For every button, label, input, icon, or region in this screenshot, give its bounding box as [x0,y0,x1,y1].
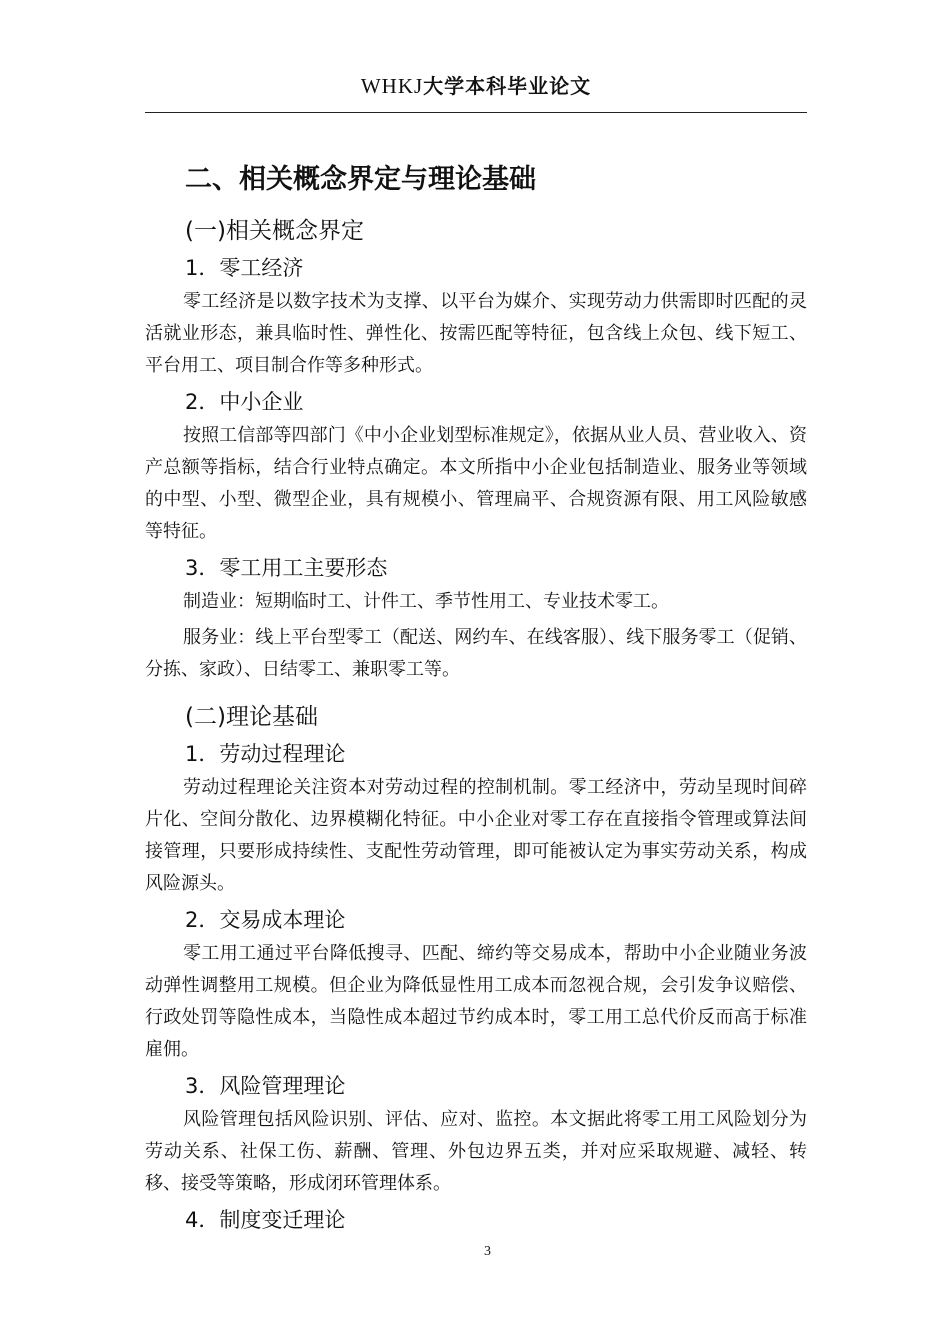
subsection-title-1-1: 1．零工经济 [185,256,304,280]
header-rule [145,112,807,113]
header-cn: 大学本科毕业论文 [423,74,592,98]
page-number: 3 [484,1244,491,1259]
paragraph-transaction-cost: 零工用工通过平台降低搜寻、匹配、缔约等交易成本，帮助中小企业随业务波动弹性调整用工规模。但企业为降低显性用工成本而忽视合规，会引发争议赔偿、行政处罚等隐性成本，当隐性成本超过节约成本时，零工用工总代价反而高于标准雇佣。 [145,943,807,1060]
section-title-1: (一)相关概念界定 [185,218,364,244]
subsection-title-2-2: 2．交易成本理论 [185,908,346,932]
paragraph-services: 服务业：线上平台型零工（配送、网约车、在线客服）、线下服务零工（促销、分拣、家政）、日结零工、兼职零工等。 [145,627,807,680]
paragraph-gig-economy: 零工经济是以数字技术为支撑、以平台为媒介、实现劳动力供需即时匹配的灵活就业形态，兼具临时性、弹性化、按需匹配等特征，包含线上众包、线下短工、平台用工、项目制合作等多种形式。 [145,291,807,376]
subsection-title-1-3: 3．零工用工主要形态 [185,556,388,580]
subsection-title-2-4: 4．制度变迁理论 [185,1208,346,1232]
paragraph-manufacturing: 制造业：短期临时工、计件工、季节性用工、专业技术零工。 [183,591,669,612]
subsection-title-2-1: 1．劳动过程理论 [185,742,346,766]
subsection-title-2-3: 3．风险管理理论 [185,1074,346,1098]
running-header [145,70,807,99]
section-title-2: (二)理论基础 [185,704,318,730]
page-body [145,160,807,1238]
paragraph-sme: 按照工信部等四部门《中小企业划型标准规定》，依据从业人员、营业收入、资产总额等指标，结合行业特点确定。本文所指中小企业包括制造业、服务业等领域的中型、小型、微型企业，具有规模小、管理扁平、合规资源有限、用工风险敏感等特征。 [145,425,807,542]
paragraph-risk-management: 风险管理包括风险识别、评估、应对、监控。本文据此将零工用工风险划分为劳动关系、社保工伤、薪酬、管理、外包边界五类，并对应采取规避、减轻、转移、接受等策略，形成闭环管理体系。 [145,1109,807,1194]
chapter-title: 二、相关概念界定与理论基础 [185,164,536,195]
subsection-title-1-2: 2．中小企业 [185,390,304,414]
header-latin: WHKJ [360,74,424,98]
paragraph-labor-process: 劳动过程理论关注资本对劳动过程的控制机制。零工经济中，劳动呈现时间碎片化、空间分散化、边界模糊化特征。中小企业对零工存在直接指令管理或算法间接管理，只要形成持续性、支配性劳动管理，即可能被认定为事实劳动关系，构成风险源头。 [145,777,807,894]
